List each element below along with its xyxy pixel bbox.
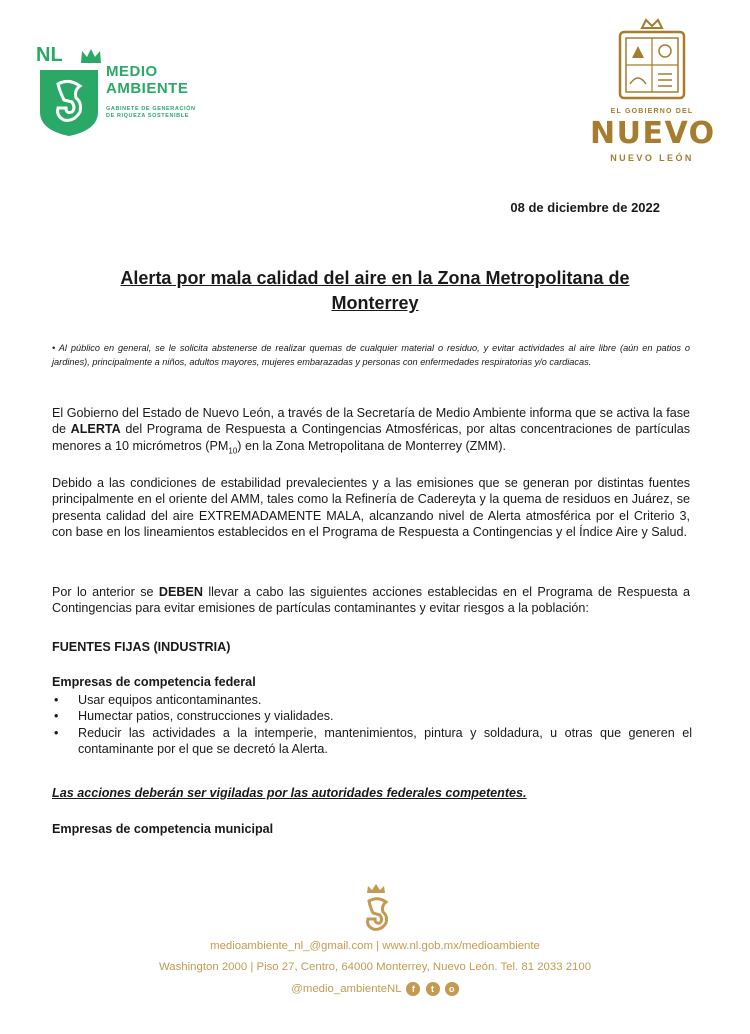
facebook-icon[interactable]: f [406,982,420,996]
bullet-icon: • [54,693,59,707]
logo-nl-prefix: NL [36,44,63,66]
footer-address: Washington 2000 | Piso 27, Centro, 64000 Monterrey, Nuevo León. Tel. 81 2033 2100 [158,961,592,973]
footer-contact: medioambiente_nl_@gmail.com | www.nl.gob.mx/medioambiente [210,940,540,952]
footer-emblem-icon [356,883,396,933]
logo-subtitle: GABINETE DE GENERACIÓN DE RIQUEZA SOSTENIBLE [106,106,196,119]
heading-fuentes-fijas: FUENTES FIJAS (INDUSTRIA) [52,640,231,654]
federal-actions-list [52,692,692,758]
gov-state-text: NUEVO LEÓN [610,153,694,163]
medio-ambiente-logo [36,44,236,144]
document-title: Alerta por mala calidad del aire en la Zona Metropolitana de Monterrey [120,268,630,313]
paragraph-conditions: Debido a las condiciones de estabilidad prevalecientes y a las emisiones que se generan por distintas fuentes principalmente en el oriente del AMM, tales como la Refinería de Cadereyta y la quema de residuos en Juárez, se presenta calidad del aire EXTREMADAMENTE MALA, alcanzando nivel de Alerta atmosférica por el Criterio 3, con base en los lineamientos establecidos en el Programa de Respuesta a Contingencias y el Índice Aire y Salud. [52,476,690,540]
social-handle: @medio_ambienteNL [291,983,402,996]
gobierno-nuevo-leon-logo [590,18,720,168]
bullet-icon: • [54,709,59,724]
list-item: • Humectar patios, construcciones y vialidades. [54,709,334,724]
twitter-icon[interactable]: t [426,982,440,996]
footer-social [0,982,750,996]
list-item: • Reducir las actividades a la intemperie, mantenimientos, pintura y soldadura, u otras que generen el contaminante por el que se decretó la Alerta. [54,725,692,757]
list-item: • Usar equipos anticontaminantes. [54,693,262,707]
crown-icon [80,48,102,64]
logo-title: MEDIO AMBIENTE [106,63,189,97]
heading-municipal: Empresas de competencia municipal [52,822,274,836]
document-date: 08 de diciembre de 2022 [510,200,660,215]
bullet-icon: • [54,725,59,740]
gov-small-text: EL GOBIERNO DEL [610,108,694,115]
paragraph-alert-activation: El Gobierno del Estado de Nuevo León, a través de la Secretaría de Medio Ambiente informa que se activa la fase de ALERTA del Programa de Respuesta a Contingencias Atmosféricas, por altas concentraciones de partículas menores a 10 micrómetros $(PM_{10})$ en la Zona Metropolitana de Monterrey (ZMM). [52,406,690,456]
instagram-icon[interactable]: o [445,982,459,996]
public-advisory-note: • Al público en general, se le solicita abstenerse de realizar quemas de cualquier material o residuo, y evitar actividades al aire libre (aún en patios o jardines), principalmente a niños, adultos mayores, mujeres embarazadas y personas con enfermedades respiratorias y/o cardiacas. [52,343,690,367]
paragraph-actions-intro: Por lo anterior se DEBEN llevar a cabo las siguientes acciones establecidas en el Programa de Respuesta a Contingencias para evitar emisiones de partículas contaminantes y evitar riesgos a la población: [52,585,690,616]
shield-emblem-icon [36,68,102,138]
coat-of-arms-icon [612,18,692,104]
gov-big-text: NUEVO [590,116,716,151]
federal-oversight-note: Las acciones deberán ser vigiladas por las autoridades federales competentes. [52,786,527,800]
heading-federal: Empresas de competencia federal [52,675,256,689]
